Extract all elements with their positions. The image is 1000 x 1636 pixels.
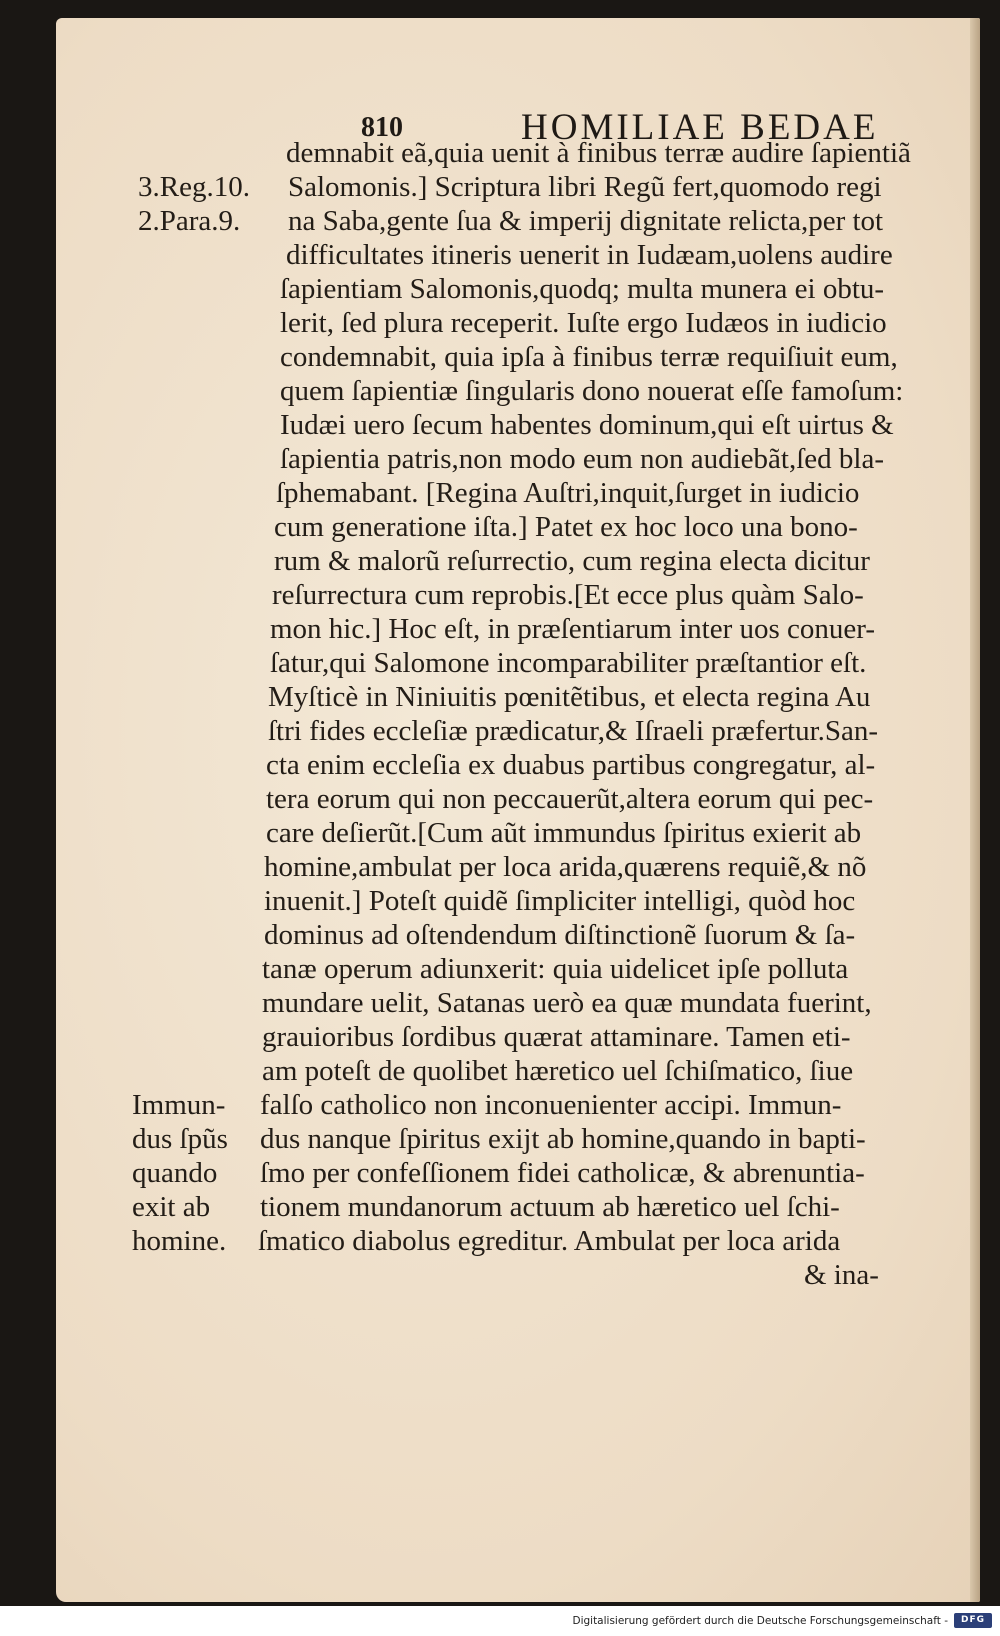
page-number: 810 [361, 112, 403, 143]
footer-credit: Digitalisierung gefördert durch die Deutsche Forschungsgemeinschaft - [572, 1615, 948, 1627]
margin-note: quando [132, 1157, 218, 1189]
text-line: ſapientiam Salomonis,quodq; multa munera ei obtu- [280, 273, 885, 305]
margin-note: dus ſpũs [132, 1123, 228, 1155]
text-line: na Saba,gente ſua & imperij dignitate relicta,per tot [288, 205, 884, 237]
margin-note: homine. [132, 1225, 227, 1257]
text-line: falſo catholico non inconuenienter accipi. Immun- [260, 1089, 842, 1121]
text-line: Iudæi uero ſecum habentes dominum,qui eſt uirtus & [280, 409, 894, 441]
text-line: mundare uelit, Satanas uerò ea quæ mundata fuerint, [262, 987, 872, 1019]
text-line: ſapientia patris,non modo eum non audiebãt,ſed bla- [280, 443, 885, 475]
text-line: ſmo per confeſſionem fidei catholicæ, & abrenuntia- [260, 1157, 865, 1189]
margin-note: Immun- [132, 1089, 226, 1121]
digitization-footer [0, 1606, 1000, 1636]
text-line: dominus ad oſtendendum diſtinctionẽ ſuorum & ſa- [264, 919, 856, 951]
text-line: reſurrectura cum reprobis.[Et ecce plus quàm Salo- [272, 579, 864, 611]
page-edge [970, 18, 980, 1602]
text-line: am poteſt de quolibet hæretico uel ſchiſmatico, ſiue [262, 1055, 854, 1087]
text-line: difficultates itineris uenerit in Iudæam,uolens audire [286, 239, 893, 271]
text-line: Salomonis.] Scriptura libri Regũ fert,quomodo regi [288, 171, 882, 203]
text-line: mon hic.] Hoc eſt, in præſentiarum inter uos conuer- [270, 613, 876, 645]
book-page [56, 18, 980, 1602]
text-line: demnabit eã,quia uenit à finibus terræ audire ſapientiã [286, 137, 911, 169]
text-line: ſtri fides eccleſiæ prædicatur,& Iſraeli præfertur.San- [268, 715, 879, 747]
text-line: Myſticè in Niniuitis pœnitẽtibus, et electa regina Au [268, 681, 871, 713]
text-line: ſmatico diabolus egreditur. Ambulat per loca arida [258, 1225, 841, 1257]
text-line: homine,ambulat per loca arida,quærens requiẽ,& nõ [264, 851, 867, 883]
margin-note: 2.Para.9. [138, 205, 241, 237]
text-line: rum & malorũ reſurrectio, cum regina electa dicitur [274, 545, 870, 577]
text-line: ſatur,qui Salomone incomparabiliter præſtantior eſt. [270, 647, 867, 679]
text-line: grauioribus ſordibus quærat attaminare. Tamen eti- [262, 1021, 851, 1053]
text-line: ſphemabant. [Regina Auſtri,inquit,ſurget in iudicio [276, 477, 860, 509]
running-head: HOMILIAE BEDAE [521, 107, 879, 148]
dfg-logo: DFG [954, 1613, 992, 1628]
text-line: cta enim eccleſia ex duabus partibus congregatur, al- [266, 749, 876, 781]
catchword: & ina- [804, 1259, 879, 1291]
text-line: dus nanque ſpiritus exijt ab homine,quando in bapti- [260, 1123, 866, 1155]
margin-note: exit ab [132, 1191, 211, 1223]
text-line: lerit, ſed plura receperit. Iuſte ergo Iudæos in iudicio [280, 307, 887, 339]
text-line: tanæ operum adiunxerit: quia uidelicet ipſe polluta [262, 953, 849, 985]
text-line: tera eorum qui non peccauerũt,altera eorum qui pec- [266, 783, 874, 815]
text-line: inuenit.] Poteſt quidẽ ſimpliciter intelligi, quòd hoc [264, 885, 856, 917]
text-line: quem ſapientiæ ſingularis dono nouerat eſſe famoſum: [280, 375, 904, 407]
text-line: condemnabit, quia ipſa à finibus terræ requiſiuit eum, [280, 341, 898, 373]
text-line: cum generatione iſta.] Patet ex hoc loco una bono- [274, 511, 858, 543]
text-line: tionem mundanorum actuum ab hæretico uel ſchi- [260, 1191, 840, 1223]
margin-note: 3.Reg.10. [138, 171, 250, 203]
text-line: care deſierũt.[Cum aũt immundus ſpiritus exierit ab [266, 817, 862, 849]
